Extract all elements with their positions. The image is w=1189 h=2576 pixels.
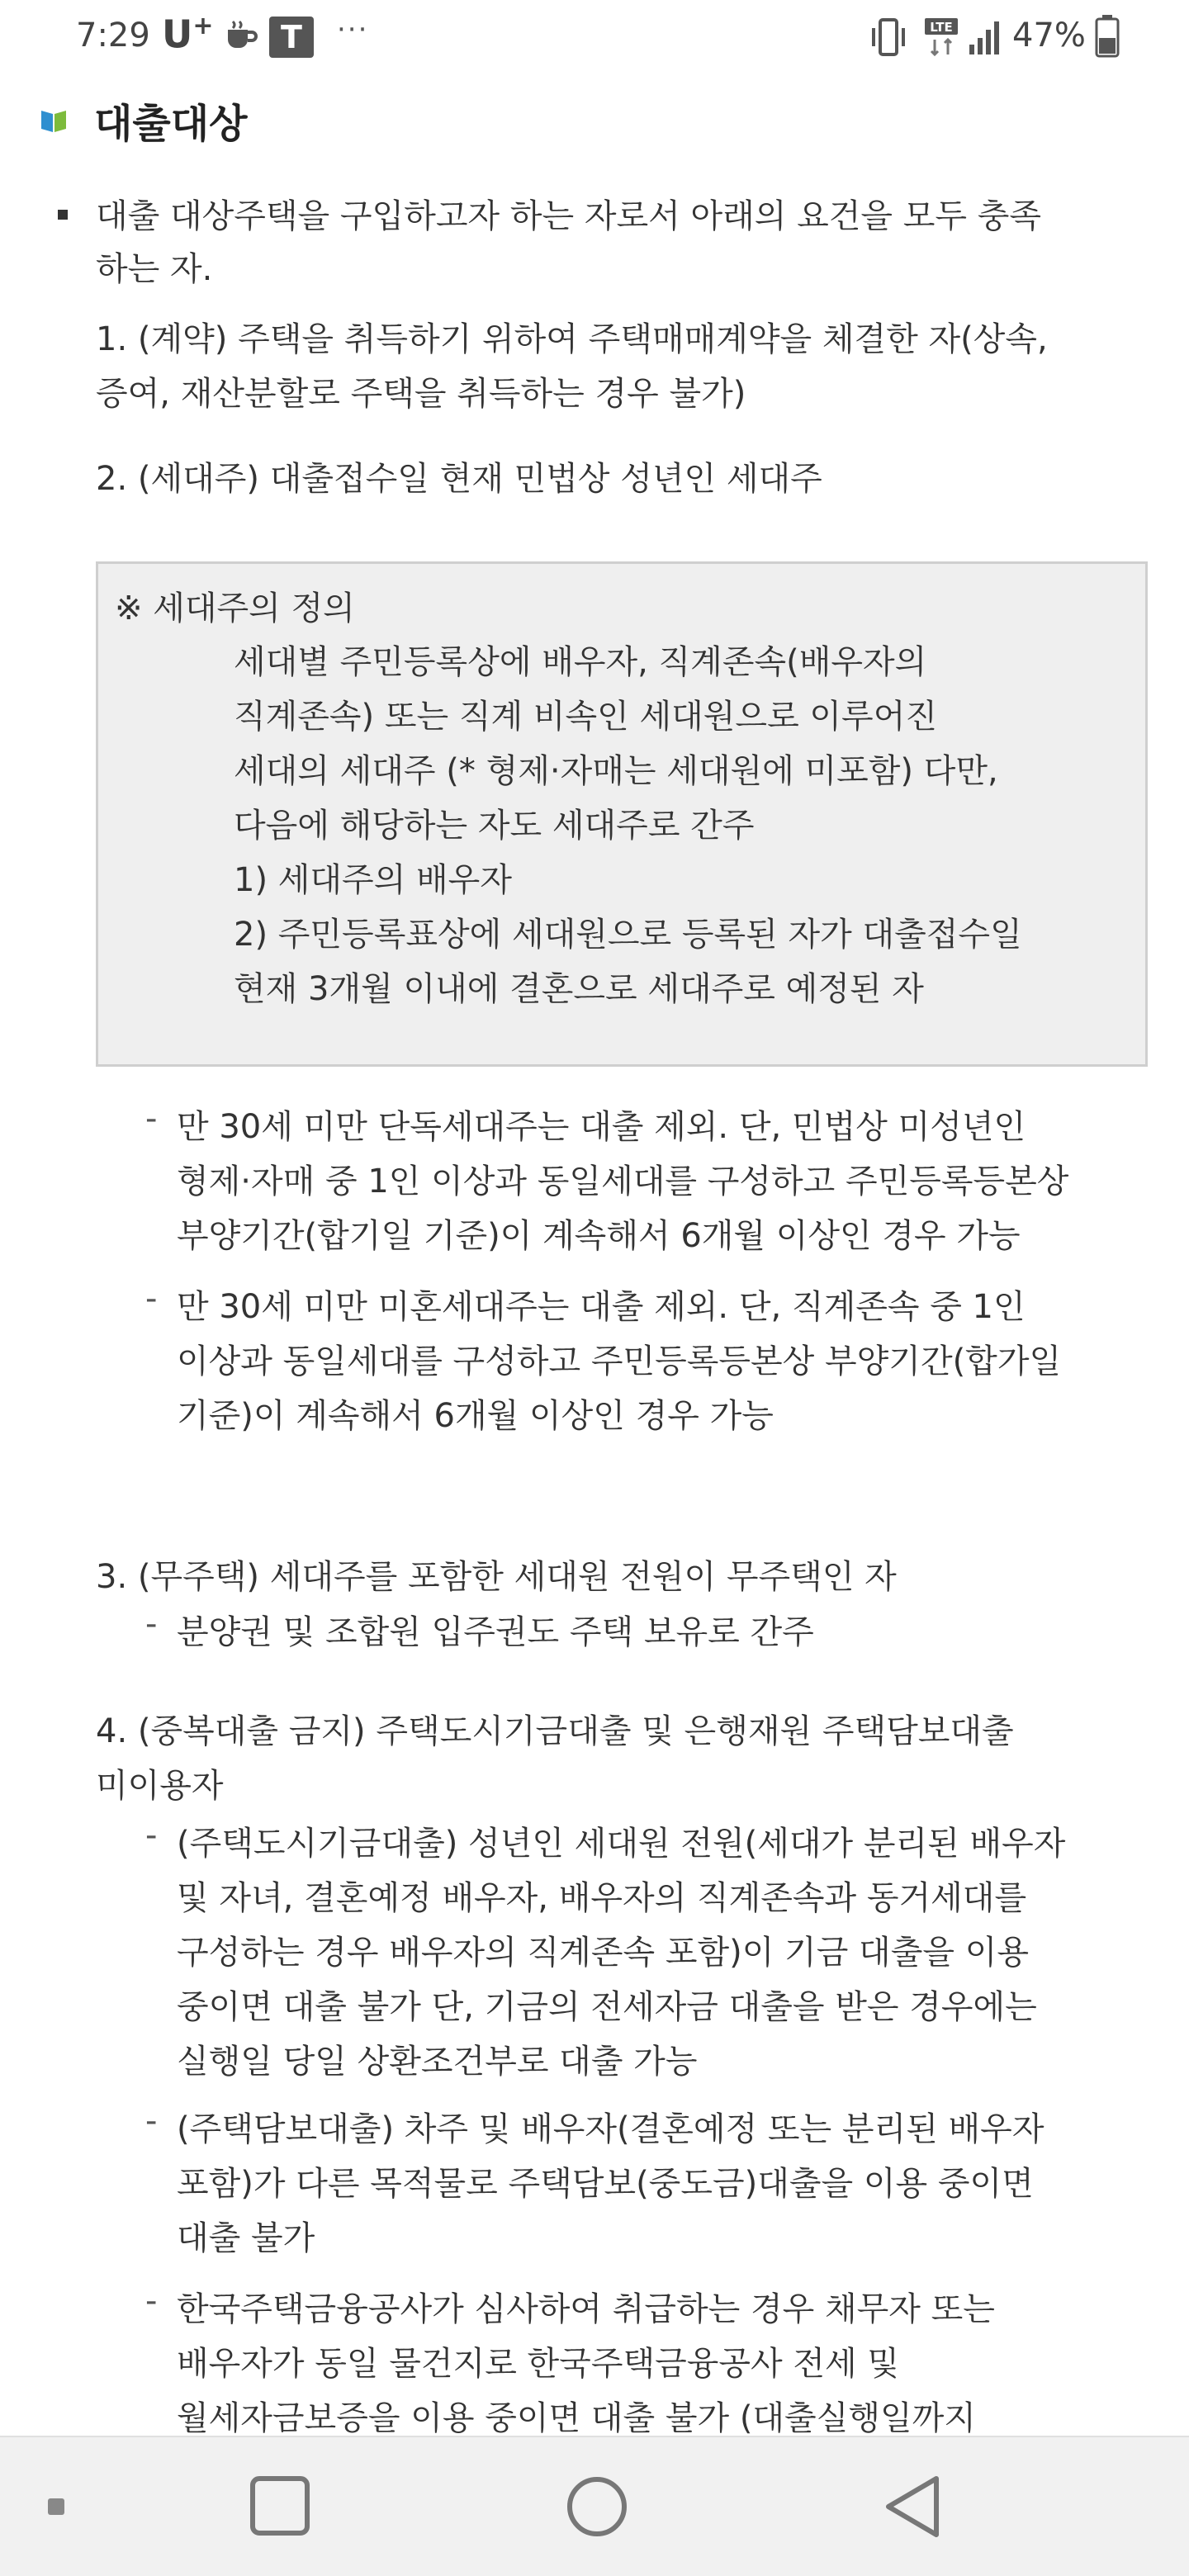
item-1 (96, 312, 1048, 421)
vibrate-icon (869, 17, 908, 58)
note-line: 및 자녀, 결혼예정 배우자, 배우자의 직계존속과 동거세대를 (177, 1879, 1027, 1917)
back-button[interactable] (879, 2470, 953, 2545)
definition-line: 1) 세대주의 배우자 (234, 861, 512, 899)
definition-box (96, 561, 1148, 1067)
note-line: (주택도시기금대출) 성년인 세대원 전원(세대가 분리된 배우자 (177, 1825, 1066, 1863)
battery-icon (1095, 15, 1120, 58)
coffee-icon (225, 20, 258, 53)
item-4-line: 4. (중복대출 금지) 주택도시기금대출 및 은행재원 주택담보대출 (96, 1712, 1014, 1750)
navigation-bar (0, 2436, 1189, 2576)
item-4-note (177, 2282, 995, 2436)
home-button[interactable] (561, 2470, 636, 2545)
dash-marker: - (145, 2102, 158, 2140)
note-line: 만 30세 미만 미혼세대주는 대출 제외. 단, 직계존속 중 1인 (177, 1288, 1026, 1326)
item-1-line: 증여, 재산분할로 주택을 취득하는 경우 불가) (96, 375, 746, 413)
note-line: 실행일 당일 상환조건부로 대출 가능 (177, 2043, 698, 2081)
carrier-label (162, 12, 214, 56)
lte-label: LTE (930, 20, 953, 35)
item-3: 3. (무주택) 세대주를 포함한 세대원 전원이 무주택인 자 (96, 1558, 897, 1596)
carrier-plus: + (192, 12, 214, 40)
note-line: 대출 불가 (177, 2219, 315, 2257)
dash-marker: - (145, 1605, 158, 1643)
item-4 (96, 1704, 1014, 1813)
note-line: 배우자가 동일 물건지로 한국주택금융공사 전세 및 (177, 2345, 900, 2383)
note-line: 중이면 대출 불가 단, 기금의 전세자금 대출을 받은 경우에는 (177, 1988, 1037, 2026)
item-4-line: 미이용자 (96, 1767, 224, 1805)
note-line: 기준)이 계속해서 6개월 이상인 경우 가능 (177, 1397, 774, 1435)
bullet-marker (58, 210, 68, 220)
battery-percent: 47% (1012, 17, 1086, 54)
definition-line: 2) 주민등록표상에 세대원으로 등록된 자가 대출접수일 (234, 916, 1022, 954)
intro-text (96, 190, 1041, 296)
definition-line: 현재 3개월 이내에 결혼으로 세대주로 예정된 자 (234, 970, 924, 1008)
item-4-note (177, 1816, 1065, 2089)
item-2-note (177, 1100, 1068, 1263)
status-bar (0, 0, 1189, 83)
intro-line: 대출 대상주택을 구입하고자 하는 자로서 아래의 요건을 모두 충족 (96, 197, 1041, 235)
note-line: (주택담보대출) 차주 및 배우자(결혼예정 또는 분리된 배우자 (177, 2110, 1045, 2148)
note-line: 이상과 동일세대를 구성하고 주민등록등본상 부양기간(합가일 (177, 1342, 1062, 1380)
dash-marker: - (145, 1100, 158, 1138)
note-line: 만 30세 미만 단독세대주는 대출 제외. 단, 민법상 미성년인 (177, 1108, 1026, 1146)
menu-dot-icon[interactable] (36, 2470, 78, 2545)
signal-icon (966, 17, 1007, 56)
definition-line: 세대별 주민등록상에 배우자, 직계존속(배우자의 (234, 643, 927, 681)
note-line: 포함)가 다른 목적물로 주택담보(중도금)대출을 이용 중이면 (177, 2165, 1034, 2203)
note-line: 한국주택금융공사가 심사하여 취급하는 경우 채무자 또는 (177, 2290, 995, 2328)
item-2: 2. (세대주) 대출접수일 현재 민법상 성년인 세대주 (96, 460, 822, 498)
app-badge-icon: T (269, 17, 314, 58)
note-line: 부양기간(합기일 기준)이 계속해서 6개월 이상인 경우 가능 (177, 1217, 1021, 1255)
more-notifications-icon: ··· (337, 13, 369, 46)
book-icon (40, 106, 68, 134)
dash-marker: - (145, 1816, 158, 1854)
definition-line: 다음에 해당하는 자도 세대주로 간주 (234, 807, 755, 845)
item-4-note (177, 2102, 1044, 2266)
item-2-note (177, 1280, 1061, 1443)
note-line: 구성하는 경우 배우자의 직계존속 포함)이 기금 대출을 이용 (177, 1934, 1029, 1972)
page-content (0, 83, 1189, 2436)
definition-body (234, 635, 1022, 1016)
section-header (40, 91, 247, 149)
item-3-note: 분양권 및 조합원 입주권도 주택 보유로 간주 (177, 1613, 814, 1651)
section-title: 대출대상 (94, 100, 248, 147)
note-line: 형제·자매 중 1인 이상과 동일세대를 구성하고 주민등록등본상 (177, 1163, 1069, 1200)
definition-title: ※ 세대주의 정의 (115, 590, 355, 627)
item-1-line: 1. (계약) 주택을 취득하기 위하여 주택매매계약을 체결한 자(상속, (96, 320, 1048, 358)
carrier-name: U (162, 12, 193, 57)
dash-marker: - (145, 2282, 158, 2320)
lte-icon (923, 15, 959, 59)
recent-apps-button[interactable] (244, 2470, 319, 2545)
status-time: 7:29 (76, 17, 150, 54)
note-line: 월세자금보증을 이용 중이면 대출 불가 (대출실행일까지 (177, 2399, 976, 2436)
definition-line: 세대의 세대주 (* 형제·자매는 세대원에 미포함) 다만, (234, 752, 998, 790)
dash-marker: - (145, 1280, 158, 1318)
intro-line: 하는 자. (96, 250, 213, 288)
definition-line: 직계존속) 또는 직계 비속인 세대원으로 이루어진 (234, 698, 937, 736)
